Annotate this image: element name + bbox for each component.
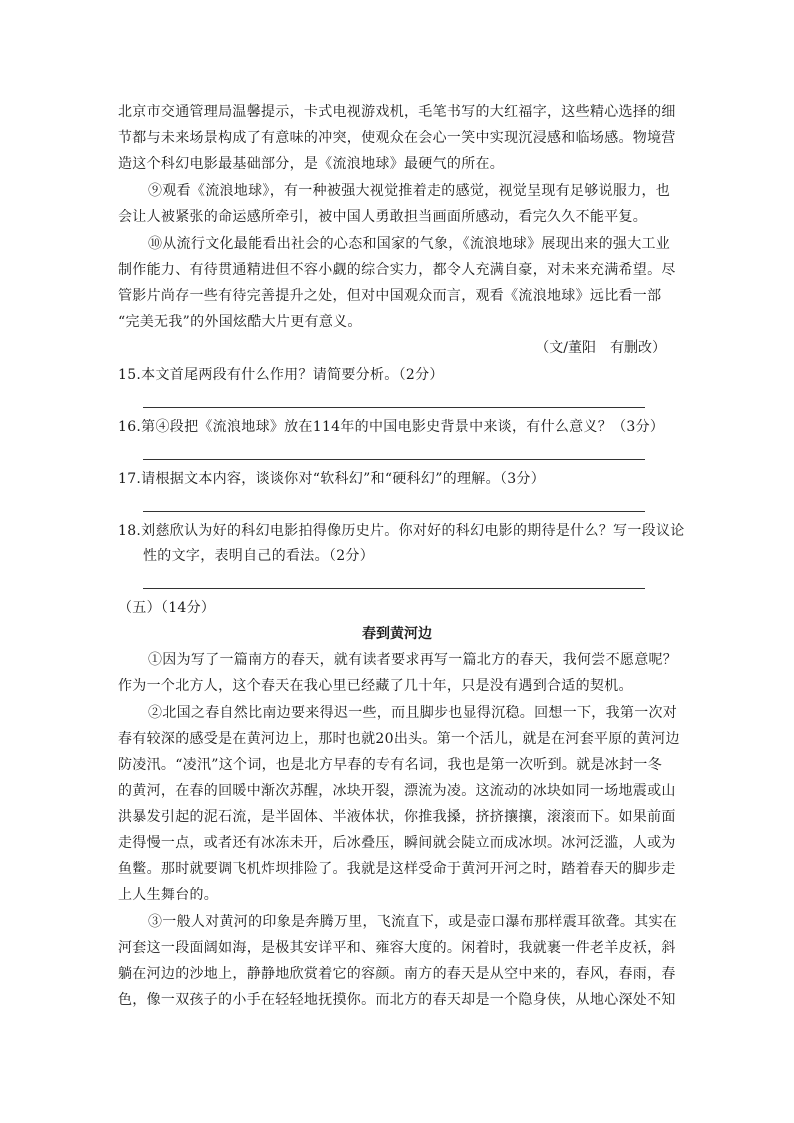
section5-line: 鱼鳖。那时就要调飞机炸坝排险了。我就是这样受命于黄河开河之时，踏着春天的脚步走: [118, 861, 676, 877]
section5-line: ②北国之春自然比南边要来得迟一些，而且脚步也显得沉稳。回想一下，我第一次对: [148, 705, 678, 721]
passage1-line: 管影片尚存一些有待完善提升之处，但对中国观众而言，观看《流浪地球》远比看一部: [118, 288, 662, 304]
passage1-source: （文/董阳 有删改）: [535, 340, 666, 356]
section-title: 春到黄河边: [362, 626, 432, 642]
answer-line-17[interactable]: [143, 511, 645, 512]
question-18: 18.刘慈欣认为好的科幻电影拍得像历史片。你对好的科幻电影的期待是什么？写一段议论: [118, 523, 685, 539]
section5-line: 躺在河边的沙地上，静静地欣赏着它的容颜。南方的春天是从空中来的，春风，春雨，春: [118, 966, 676, 982]
section5-line: 上人生舞台的。: [118, 887, 219, 903]
section5-line: 作为一个北方人，这个春天在我心里已经藏了几十年，只是没有遇到合适的契机。: [118, 678, 633, 694]
answer-line-15[interactable]: [143, 407, 645, 408]
question-15: 15.本文首尾两段有什么作用？请简要分析。（2分）: [118, 367, 444, 383]
passage1-line: ⑨观看《流浪地球》，有一种被强大视觉推着走的感觉，视觉呈现有足够说服力，也: [148, 183, 671, 199]
passage1-line: “完美无我”的外国炫酷大片更有意义。: [118, 314, 362, 330]
passage1-line: 节都与未来场景构成了有意味的冲突，使观众在会心一笑中实现沉浸感和临场感。物境营: [118, 130, 676, 146]
section5-line: 防凌汛。“凌汛”这个词，也是北方早春的专有名词，我也是第一次听到。就是冰封一冬: [118, 757, 663, 773]
question-18-cont: 性的文字，表明自己的看法。（2分）: [143, 548, 375, 564]
answer-line-16[interactable]: [143, 459, 645, 460]
passage1-line: ⑩从流行文化最能看出社会的心态和国家的气象，《流浪地球》展现出来的强大工业: [148, 236, 671, 252]
section5-line: ①因为写了一篇南方的春天，就有读者要求再写一篇北方的春天，我何尝不愿意呢？: [148, 652, 678, 668]
passage1-line: 北京市交通管理局温馨提示，卡式电视游戏机，毛笔书写的大红福字，这些精心选择的细: [118, 104, 676, 120]
passage1-line: 造这个科幻电影最基础部分，是《流浪地球》最硬气的所在。: [118, 156, 505, 172]
section5-line: 色，像一双孩子的小手在轻轻地抚摸你。而北方的春天却是一个隐身侠，从地心深处不知: [118, 992, 676, 1008]
question-16: 16.第④段把《流浪地球》放在114年的中国电影史背景中来谈，有什么意义？（3分）: [118, 419, 665, 435]
answer-line-18[interactable]: [143, 588, 645, 589]
section5-line: 春有较深的感受是在黄河边上，那时也就20出头。第一个活儿，就是在河套平原的黄河边: [118, 731, 680, 747]
passage1-line: 制作能力、有待贯通精进但不容小觑的综合实力，都令人充满自豪，对未来充满希望。尽: [118, 262, 676, 278]
passage1-line: 会让人被紧张的命运感所牵引，被中国人勇敢担当画面所感动，看完久久不能平复。: [118, 209, 648, 225]
section5-line: 的黄河，在春的回暖中渐次苏醒，冰块开裂，漂流为凌。这流动的冰块如同一场地震或山: [118, 783, 676, 799]
section5-line: 洪暴发引起的泥石流，是半固体、半液体状，你推我搡，挤挤攘攘，滚滚而下。如果前面: [118, 809, 676, 825]
question-17: 17.请根据文本内容，谈谈你对“软科幻”和“硬科幻”的理解。（3分）: [118, 471, 545, 487]
section5-line: 河套这一段面阔如海，是极其安详平和、雍容大度的。闲着时，我就裹一件老羊皮袄，斜: [118, 940, 676, 956]
section5-line: ③一般人对黄河的印象是奔腾万里，飞流直下，或是壶口瀑布那样震耳欲聋。其实在: [148, 914, 678, 930]
section5-line: 走得慢一点，或者还有冰冻未开，后冰叠压，瞬间就会陡立而成冰坝。冰河泛滥，人或为: [118, 835, 676, 851]
section-header: （五）（14分）: [118, 600, 216, 616]
